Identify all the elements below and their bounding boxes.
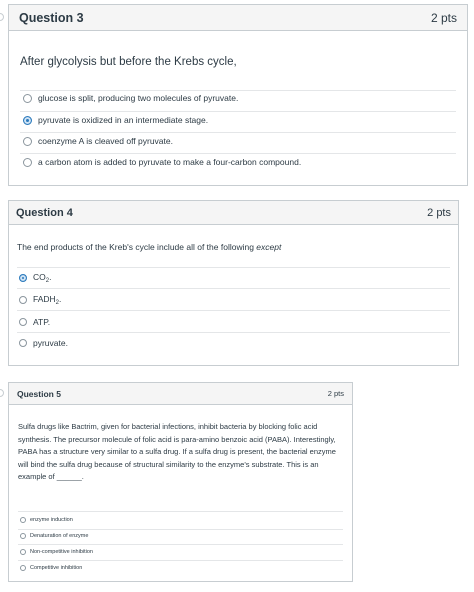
answer-divider bbox=[17, 332, 450, 333]
answer-formula: CO bbox=[33, 272, 46, 282]
answer-option[interactable] bbox=[23, 93, 238, 103]
question-title: Question 4 bbox=[16, 206, 73, 219]
gutter-marker-q5 bbox=[0, 389, 4, 397]
radio-button-selected[interactable] bbox=[23, 116, 32, 125]
answer-subscript: 2 bbox=[55, 300, 59, 306]
question-prompt bbox=[17, 242, 281, 252]
gutter-marker-q3 bbox=[0, 13, 4, 21]
radio-button[interactable] bbox=[20, 549, 26, 555]
answer-text: Denaturation of enzyme bbox=[30, 533, 89, 539]
answer-divider bbox=[18, 529, 343, 530]
prompt-emphasis-text: except bbox=[256, 242, 282, 252]
answer-option[interactable] bbox=[20, 549, 93, 555]
answer-text: pyruvate is oxidized in an intermediate stage. bbox=[38, 115, 209, 125]
answer-text: enzyme induction bbox=[30, 517, 73, 523]
question-title: Question 5 bbox=[17, 388, 61, 399]
answer-option[interactable] bbox=[23, 157, 301, 167]
question-points: 2 pts bbox=[327, 389, 344, 398]
question-header bbox=[9, 201, 458, 225]
answer-divider bbox=[18, 560, 343, 561]
question-prompt: After glycolysis but before the Krebs cycle, bbox=[20, 56, 237, 68]
question-points: 2 pts bbox=[430, 10, 457, 25]
question-header bbox=[9, 383, 352, 405]
answer-text: Competitive inhibition bbox=[30, 565, 83, 571]
answer-divider bbox=[20, 90, 456, 91]
answer-text bbox=[33, 272, 51, 284]
answer-option[interactable] bbox=[23, 136, 173, 146]
radio-button[interactable] bbox=[19, 296, 27, 304]
radio-button[interactable] bbox=[23, 158, 32, 167]
answer-divider bbox=[20, 132, 456, 133]
answer-text bbox=[33, 294, 61, 306]
answer-text: coenzyme A is cleaved off pyruvate. bbox=[38, 136, 173, 146]
answer-punctuation: . bbox=[49, 272, 52, 282]
prompt-main-text: The end products of the Kreb's cycle include all of the following bbox=[17, 242, 257, 252]
answer-punctuation: . bbox=[58, 294, 62, 304]
radio-button[interactable] bbox=[20, 533, 26, 539]
answer-option[interactable] bbox=[19, 294, 61, 306]
answer-option[interactable] bbox=[20, 533, 88, 539]
radio-button[interactable] bbox=[19, 339, 27, 347]
radio-button[interactable] bbox=[20, 565, 26, 571]
radio-button[interactable] bbox=[20, 517, 26, 523]
question-header bbox=[9, 5, 467, 31]
answer-divider bbox=[17, 310, 450, 311]
radio-button-selected[interactable] bbox=[19, 274, 27, 282]
answer-text: ATP. bbox=[33, 317, 51, 327]
answer-option[interactable] bbox=[19, 317, 50, 327]
answer-text: a carbon atom is added to pyruvate to make a four-carbon compound. bbox=[38, 157, 302, 167]
radio-button[interactable] bbox=[19, 318, 27, 326]
answer-divider bbox=[17, 267, 450, 268]
question-points: 2 pts bbox=[427, 206, 451, 219]
question-prompt: Sulfa drugs like Bactrim, given for bacterial infections, inhibit bacteria by blocking folic acid synthesis. The precursor molecule of folic acid is para-amino benzoic acid (PABA). Interestingly, PABA has a structure very similar to a sulfa drug. If a sulfa drug is present, the bacterial enzyme will bind the sulfa drug because of structural similarity to the enzyme's substrate. This is an example of ______. bbox=[18, 422, 336, 482]
answer-divider bbox=[20, 153, 456, 154]
question-title: Question 3 bbox=[19, 10, 84, 25]
question-card-4 bbox=[8, 200, 459, 366]
answer-divider bbox=[17, 288, 450, 289]
answer-text: Non-competitive inhibition bbox=[30, 549, 93, 555]
answer-option[interactable] bbox=[19, 338, 68, 348]
answer-text: glucose is split, producing two molecules of pyruvate. bbox=[38, 93, 239, 103]
answer-formula: FADH bbox=[33, 294, 56, 304]
answer-option-selected[interactable] bbox=[23, 115, 208, 125]
answer-text: pyruvate. bbox=[33, 338, 68, 348]
answer-subscript: 2 bbox=[45, 278, 50, 284]
question-card-5 bbox=[8, 382, 353, 582]
answer-divider bbox=[20, 111, 456, 112]
answer-option[interactable] bbox=[20, 517, 73, 523]
answer-option[interactable] bbox=[20, 565, 82, 571]
radio-button[interactable] bbox=[23, 94, 32, 103]
answer-divider bbox=[18, 544, 343, 545]
radio-button[interactable] bbox=[23, 137, 32, 146]
question-card-3 bbox=[8, 4, 468, 186]
answer-option-selected[interactable] bbox=[19, 272, 51, 284]
answer-divider bbox=[18, 511, 343, 512]
